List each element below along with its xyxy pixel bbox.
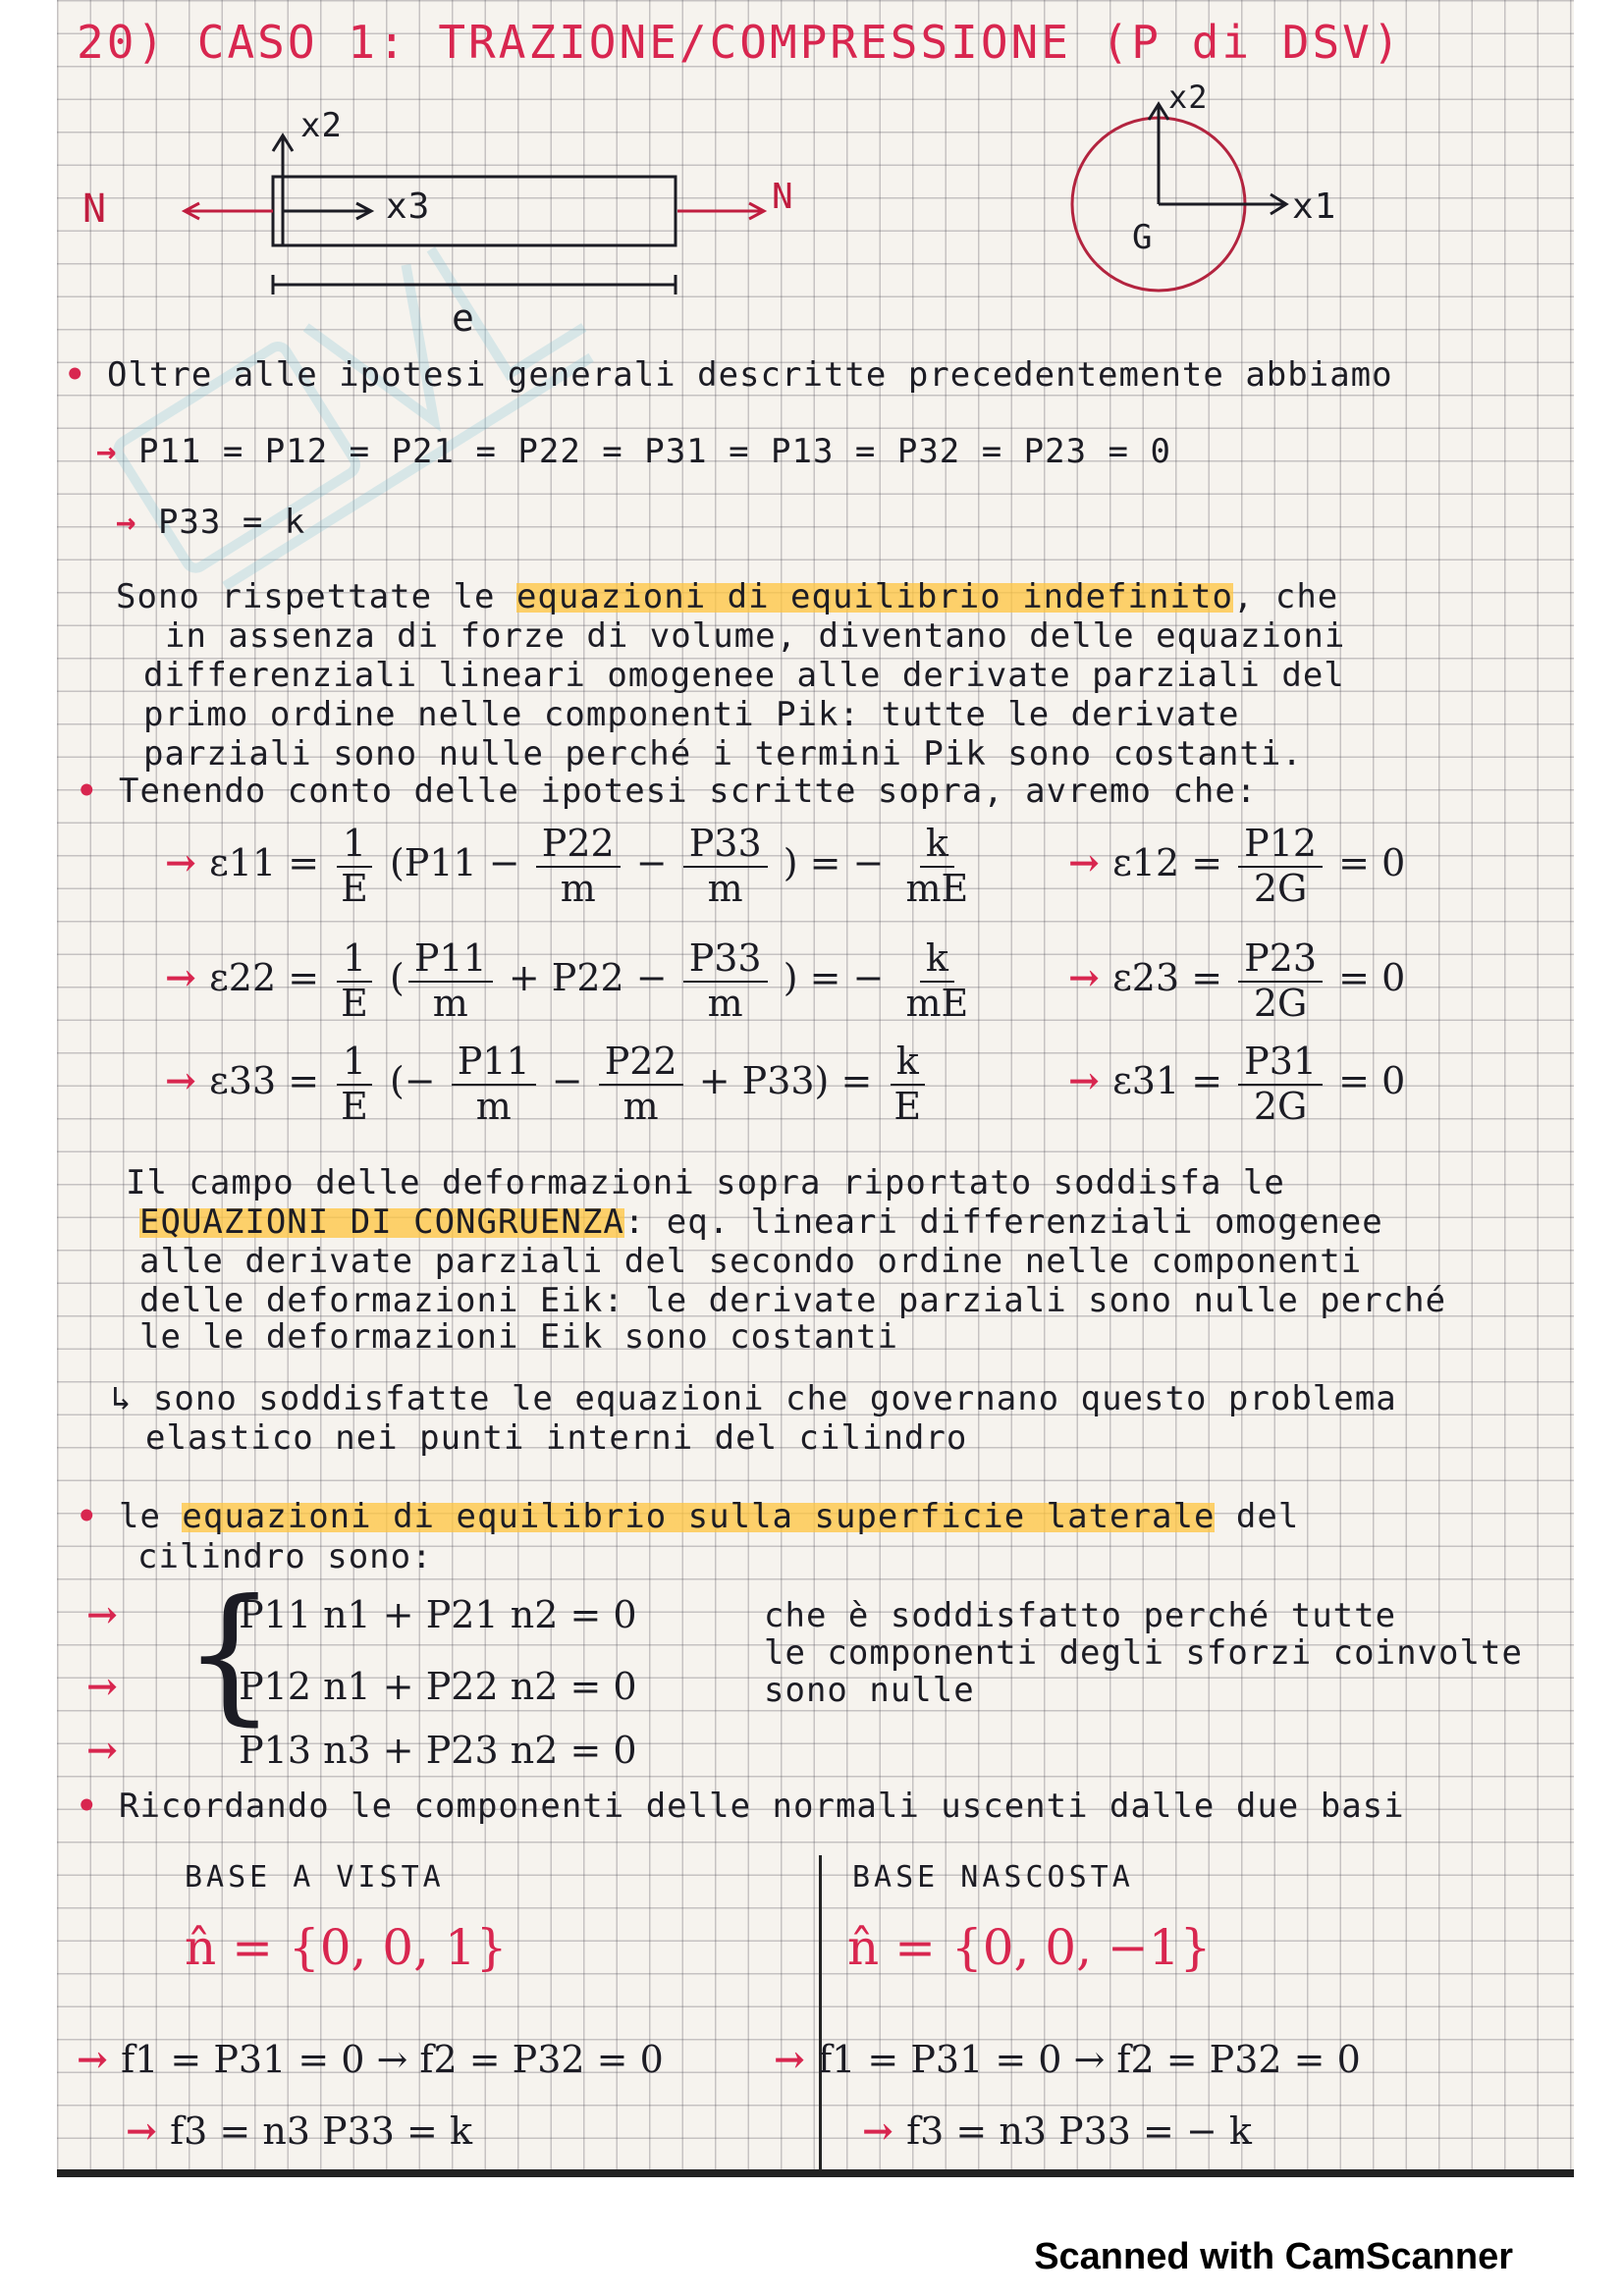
text-line: • le equazioni di equilibrio sulla superficie laterale del: [77, 1497, 1300, 1536]
equation-line: → P11 = P12 = P21 = P22 = P31 = P13 = P32 = P23 = 0: [96, 432, 1171, 471]
base-visible-f3: → f3 = n3 P33 = k: [126, 2109, 472, 2153]
text-line: primo ordine nelle componenti Pik: tutte le derivate: [143, 695, 1240, 734]
axis-x1-label: x1: [1292, 187, 1337, 227]
base-visible-normal: n̂ = {0, 0, 1}: [185, 1919, 508, 1976]
text-line: • Ricordando le componenti delle normali uscenti dalle due basi: [77, 1787, 1405, 1826]
axis-x3-label: x3: [386, 187, 431, 227]
text-line: • Tenendo conto delle ipotesi scritte sopra, avremo che:: [77, 772, 1258, 811]
force-n-left: N: [82, 187, 108, 232]
page-title: 20) CASO 1: TRAZIONE/COMPRESSIONE (P di DSV): [77, 16, 1403, 69]
text-line: parziali sono nulle perché i termini Pik sono costanti.: [143, 734, 1303, 774]
system-brace: {: [183, 1569, 277, 1739]
boundary-equation: → P12 n1 + P22 n2 = 0: [86, 1664, 637, 1708]
column-divider: [819, 1855, 822, 2169]
text-line: in assenza di forze di volume, diventano delle equazioni: [165, 616, 1346, 656]
centroid-label: G: [1132, 218, 1154, 257]
bar-diagram: [77, 108, 823, 344]
strain-equation-e11: → ε11 = $\frac{1}{E}$ (P11 − $\frac{P22}{m}$ − $\frac{P33}{m}$ ) = − $\frac{k}{mE}$: [165, 822, 969, 910]
strain-equation-e31: → ε31 = $\frac{P31}{2G}$ = 0: [1068, 1040, 1406, 1128]
strain-equation-e22: → ε22 = $\frac{1}{E}$ ( $\frac{P11}{m}$ + P22 − $\frac{P33}{m}$ ) = − $\frac{k}{mE}$: [165, 936, 969, 1025]
base-hidden-normal: n̂ = {0, 0, −1}: [847, 1919, 1212, 1976]
text-line: Il campo delle deformazioni sopra riportato soddisfa le: [126, 1163, 1285, 1202]
notebook-page: [57, 0, 1574, 2177]
boundary-equation: → P13 n3 + P23 n2 = 0: [86, 1728, 637, 1772]
text-line: cilindro sono:: [137, 1537, 433, 1576]
strain-equation-e12: → ε12 = $\frac{P12}{2G}$ = 0: [1068, 822, 1406, 910]
text-line: • Oltre alle ipotesi generali descritte precedentemente abbiamo: [65, 355, 1393, 395]
text-line: EQUAZIONI DI CONGRUENZA: eq. lineari differenziali omogenee: [139, 1202, 1383, 1242]
length-label: e: [452, 296, 475, 340]
base-visible-title: BASE A VISTA: [185, 1860, 445, 1895]
text-line: delle deformazioni Eik: le derivate parziali sono nulle perché: [139, 1281, 1447, 1320]
text-line: differenziali lineari omogenee alle derivate parziali del: [143, 656, 1345, 695]
axis-x2-label: x2: [300, 106, 343, 145]
base-hidden-forces: → f1 = P31 = 0 → f2 = P32 = 0: [774, 2037, 1361, 2081]
text-line: elastico nei punti interni del cilindro: [145, 1418, 968, 1458]
base-hidden-title: BASE NASCOSTA: [852, 1860, 1134, 1895]
scanner-footer: Scanned with CamScanner: [1034, 2236, 1513, 2277]
text-line: le componenti degli sforzi coinvolte: [764, 1633, 1523, 1673]
boundary-equation: → P11 n1 + P21 n2 = 0: [86, 1592, 637, 1636]
text-line: sono nulle: [764, 1671, 975, 1710]
base-hidden-f3: → f3 = n3 P33 = − k: [862, 2109, 1252, 2153]
text-line: ↳ sono soddisfatte le equazioni che governano questo problema: [111, 1379, 1397, 1418]
axis-x2-label-section: x2: [1168, 79, 1209, 116]
text-line: alle derivate parziali del secondo ordine nelle componenti: [139, 1242, 1363, 1281]
text-line: che è soddisfatto perché tutte: [764, 1596, 1397, 1635]
text-line: Sono rispettate le equazioni di equilibrio indefinito, che: [116, 577, 1339, 616]
equation-line: → P33 = k: [116, 503, 306, 542]
base-visible-forces: → f1 = P31 = 0 → f2 = P32 = 0: [77, 2037, 664, 2081]
cross-section-diagram: [1039, 88, 1412, 314]
strain-equation-e23: → ε23 = $\frac{P23}{2G}$ = 0: [1068, 936, 1406, 1025]
force-n-right: N: [772, 177, 794, 217]
strain-equation-e33: → ε33 = $\frac{1}{E}$ (− $\frac{P11}{m}$ − $\frac{P22}{m}$ + P33) = $\frac{k}{E}$: [165, 1041, 931, 1128]
text-line: le le deformazioni Eik sono costanti: [139, 1317, 898, 1357]
